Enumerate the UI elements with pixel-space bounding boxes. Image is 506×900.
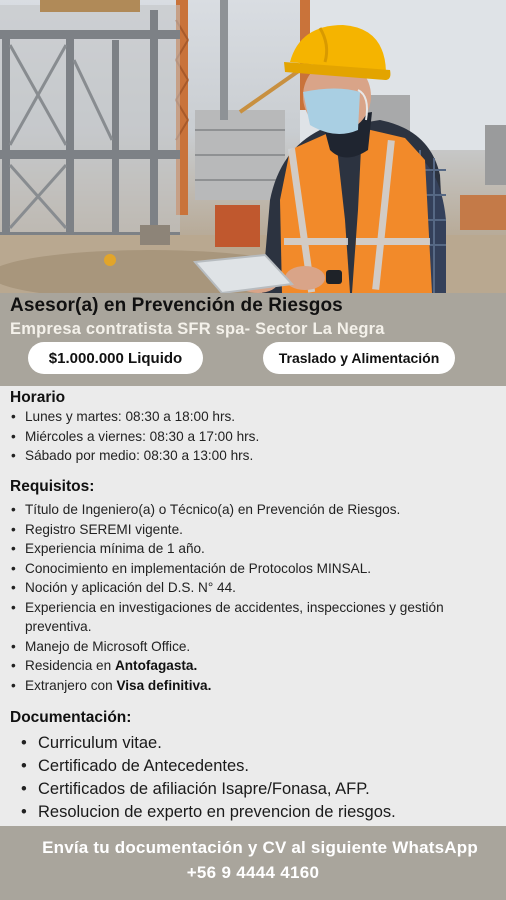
documentacion-list [0, 732, 396, 824]
list-item: • Registro SEREMI vigente. [0, 520, 490, 540]
list-item: • Lunes y martes: 08:30 a 18:00 hrs. [0, 407, 259, 427]
list-item: • Experiencia mínima de 1 año. [0, 539, 490, 559]
residencia-value: Antofagasta. [114, 658, 198, 673]
list-item: • Miércoles a viernes: 08:30 a 17:00 hrs. [0, 427, 259, 447]
list-item: • Sábado por medio: 08:30 a 13:00 hrs. [0, 446, 259, 466]
horario-list [0, 407, 259, 466]
list-item-extranjero [0, 676, 490, 696]
list-item: • Resolucion de experto en prevencion de riesgos. [0, 801, 396, 824]
requisitos-list [0, 500, 490, 695]
list-item-residencia [0, 656, 490, 676]
requisitos-heading: Requisitos: [10, 478, 95, 495]
documentacion-heading: Documentación: [10, 709, 132, 726]
list-item: • Noción y aplicación del D.S. N° 44. [0, 578, 490, 598]
extranjero-value: Visa definitiva. [116, 677, 212, 693]
company-name: Empresa contratista SFR spa- Sector La Negra [10, 320, 385, 338]
benefits-badge: Traslado y Alimentación [263, 342, 455, 374]
construction-worker-illustration [0, 0, 506, 293]
contact-footer [0, 826, 506, 900]
title-band [0, 293, 506, 386]
whatsapp-cta: Envía tu documentación y CV al siguiente WhatsApp [42, 838, 478, 857]
salary-badge: $1.000.000 Liquido [28, 342, 203, 374]
horario-heading: Horario [10, 389, 66, 406]
list-item: • Certificados de afiliación Isapre/Fonasa, AFP. [0, 778, 396, 801]
extranjero-label: Extranjero con [25, 677, 117, 693]
list-item: • Conocimiento en implementación de Protocolos MINSAL. [0, 559, 490, 579]
list-item: • Título de Ingeniero(a) o Técnico(a) en Prevención de Riesgos. [0, 500, 490, 520]
residencia-label: Residencia en [25, 658, 115, 673]
list-item: • Curriculum vitae. [0, 732, 396, 755]
list-item: • Certificado de Antecedentes. [0, 755, 396, 778]
whatsapp-phone[interactable]: +56 9 4444 4160 [186, 863, 320, 882]
job-title: Asesor(a) en Prevención de Riesgos [10, 295, 343, 316]
list-item: • Experiencia en investigaciones de accidentes, inspecciones y gestión preventiva. [0, 598, 490, 637]
job-details [0, 386, 506, 826]
hero-photo [0, 0, 506, 293]
list-item: • Manejo de Microsoft Office. [0, 637, 490, 657]
